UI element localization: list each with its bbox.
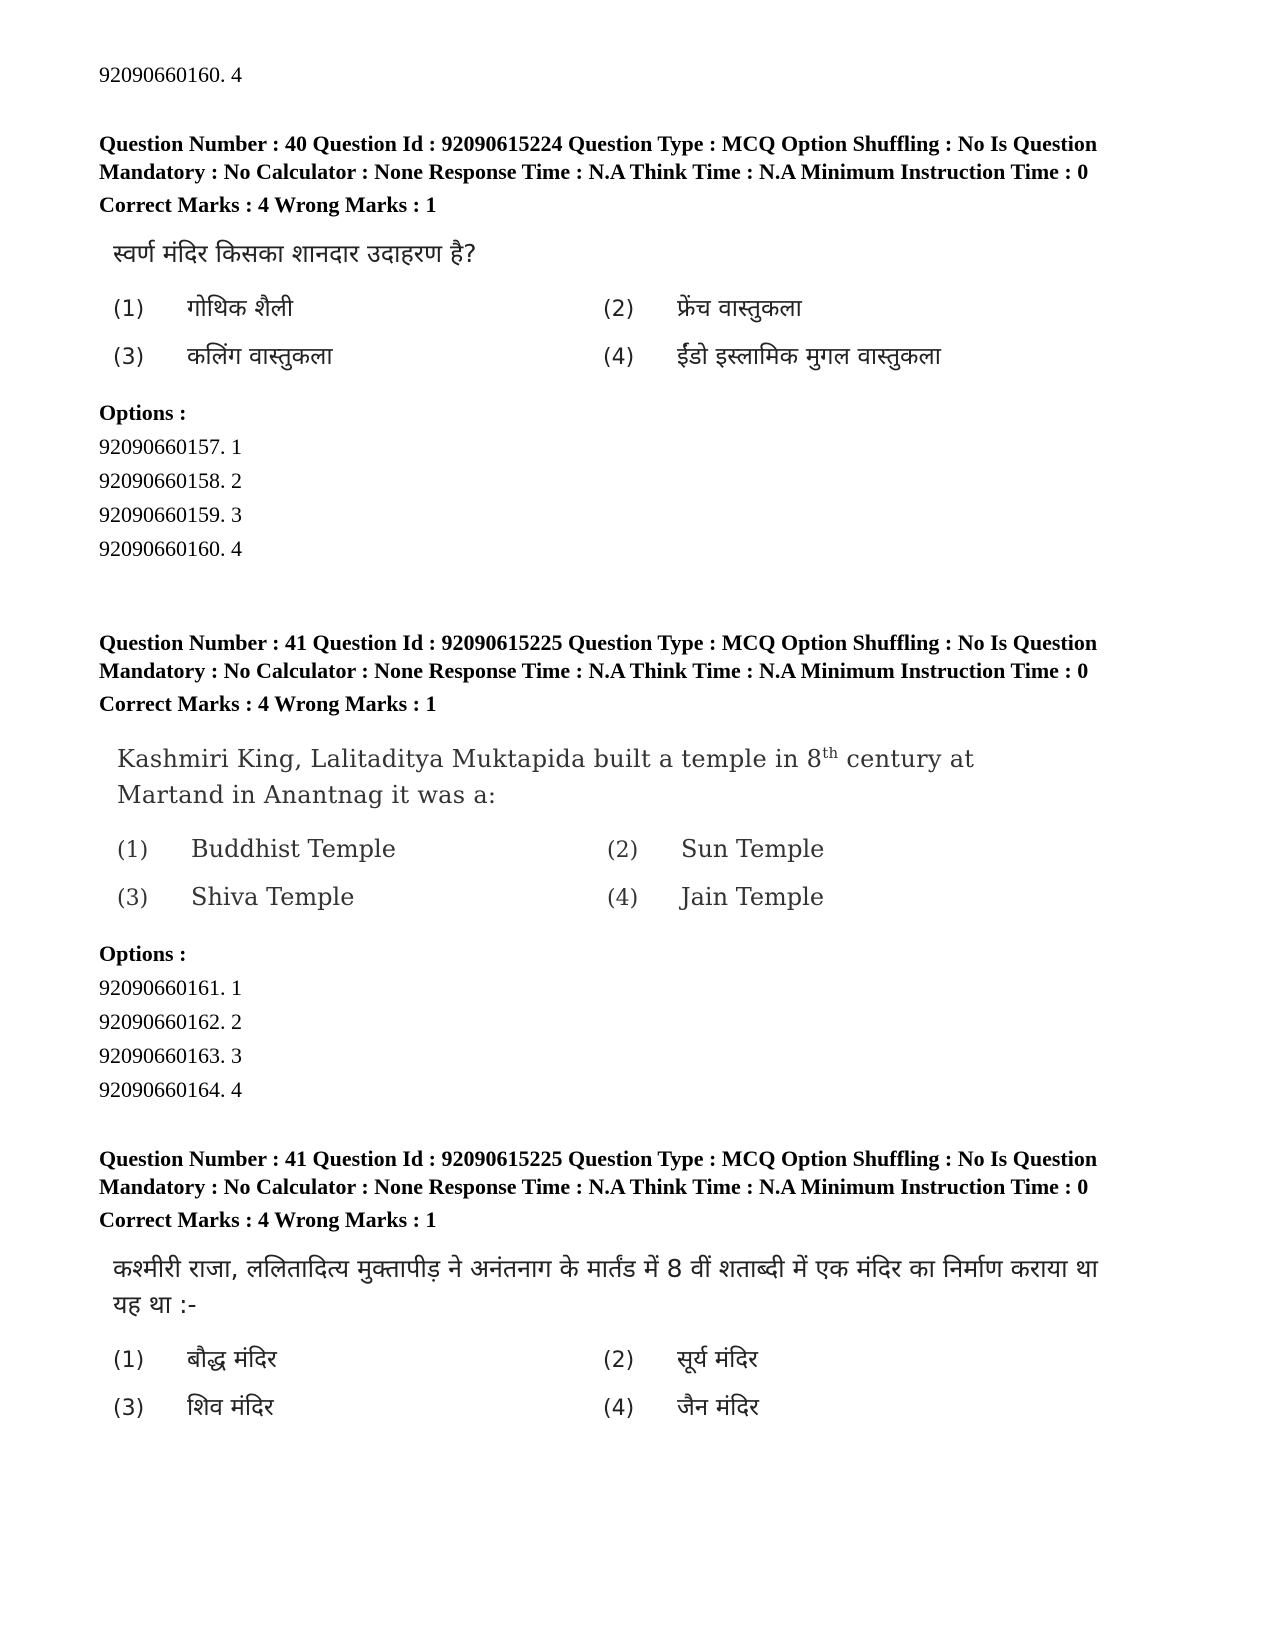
choice-number: (4): [603, 345, 635, 370]
choice-2: [607, 831, 1097, 869]
choice-2: [603, 1341, 1093, 1379]
question-marks: Correct Marks : 4 Wrong Marks : 1: [99, 1207, 437, 1232]
option-id-line: 92090660163. 3: [99, 1043, 242, 1068]
choice-number: (1): [117, 838, 149, 863]
choice-grid: [113, 1341, 1139, 1427]
options-heading: Options :: [99, 941, 187, 966]
choice-text: जैन मंदिर: [677, 1393, 759, 1421]
choice-number: (2): [607, 838, 639, 863]
choice-number: (4): [603, 1396, 635, 1421]
choice-text: Buddhist Temple: [191, 835, 396, 863]
question-image: [113, 1251, 1139, 1427]
previous-option-line: 92090660160. 4: [99, 62, 242, 87]
choice-number: (3): [113, 1396, 145, 1421]
choice-number: (1): [113, 1348, 145, 1373]
option-id-line: 92090660164. 4: [99, 1077, 242, 1102]
option-id-line: 92090660157. 1: [99, 434, 242, 459]
question-meta: Question Number : 41 Question Id : 92090615225 Question Type : MCQ Option Shuffling : No Is Question Mandatory : No Calculator : None Response Time : N.A Think Time : N.A Minimum Instruction Time : 0: [99, 630, 1098, 683]
question-meta: Question Number : 41 Question Id : 92090615225 Question Type : MCQ Option Shuffling : No Is Question Mandatory : No Calculator : None Response Time : N.A Think Time : N.A Minimum Instruction Time : 0: [99, 1146, 1098, 1199]
question-text-part: century at Martand in Anantnag it was a:: [117, 745, 975, 809]
choice-number: (2): [603, 297, 635, 322]
choice-number: (2): [603, 1348, 635, 1373]
question-block-41-hi: [99, 1145, 1139, 1427]
choice-1: [117, 831, 607, 869]
question-block-40: [99, 130, 1153, 566]
question-text-part: Kashmiri King, Lalitaditya Muktapida built a temple in 8: [117, 745, 823, 773]
choice-grid: [117, 831, 1139, 917]
choice-number: (4): [607, 886, 639, 911]
question-superscript: th: [822, 744, 839, 762]
choice-text: फ्रेंच वास्तुकला: [677, 294, 802, 322]
choice-text: कलिंग वास्तुकला: [187, 342, 333, 370]
choice-1: [113, 1341, 603, 1379]
choice-text: सूर्य मंदिर: [677, 1345, 758, 1373]
option-id-line: 92090660158. 2: [99, 468, 242, 493]
option-id-line: 92090660159. 3: [99, 502, 242, 527]
option-id-line: 92090660160. 4: [99, 536, 242, 561]
choice-text: Shiva Temple: [191, 883, 355, 911]
choice-3: [113, 338, 603, 376]
choice-grid: [113, 290, 1153, 376]
question-text: कश्मीरी राजा, ललितादित्य मुक्तापीड़ ने अनंतनाग के मार्तंड में 8 वीं शताब्दी में एक मंदिर का निर्माण कराया था यह था :-: [113, 1254, 1098, 1319]
question-block-41-en: [99, 629, 1139, 1107]
question-text: [117, 735, 1077, 813]
choice-2: [603, 290, 1093, 328]
choice-text: ईंडो इस्लामिक मुगल वास्तुकला: [677, 342, 941, 370]
option-id-line: 92090660162. 2: [99, 1009, 242, 1034]
question-meta: Question Number : 40 Question Id : 92090615224 Question Type : MCQ Option Shuffling : No Is Question Mandatory : No Calculator : None Response Time : N.A Think Time : N.A Minimum Instruction Time : 0: [99, 131, 1098, 184]
choice-3: [113, 1389, 603, 1427]
choice-text: बौद्ध मंदिर: [187, 1345, 277, 1373]
choice-1: [113, 290, 603, 328]
choice-number: (3): [113, 345, 145, 370]
options-heading: Options :: [99, 400, 187, 425]
question-marks: Correct Marks : 4 Wrong Marks : 1: [99, 192, 437, 217]
choice-text: Sun Temple: [681, 835, 825, 863]
question-image: [113, 236, 1153, 376]
question-image: [117, 735, 1139, 917]
choice-text: गोथिक शैली: [187, 294, 294, 322]
choice-4: [603, 1389, 1093, 1427]
choice-4: [607, 879, 1097, 917]
choice-text: Jain Temple: [681, 883, 825, 911]
option-id-line: 92090660161. 1: [99, 975, 242, 1000]
choice-number: (3): [117, 886, 149, 911]
choice-text: शिव मंदिर: [187, 1393, 274, 1421]
choice-4: [603, 338, 1093, 376]
choice-number: (1): [113, 297, 145, 322]
question-text: स्वर्ण मंदिर किसका शानदार उदाहरण है?: [113, 239, 477, 268]
question-marks: Correct Marks : 4 Wrong Marks : 1: [99, 691, 437, 716]
choice-3: [117, 879, 607, 917]
